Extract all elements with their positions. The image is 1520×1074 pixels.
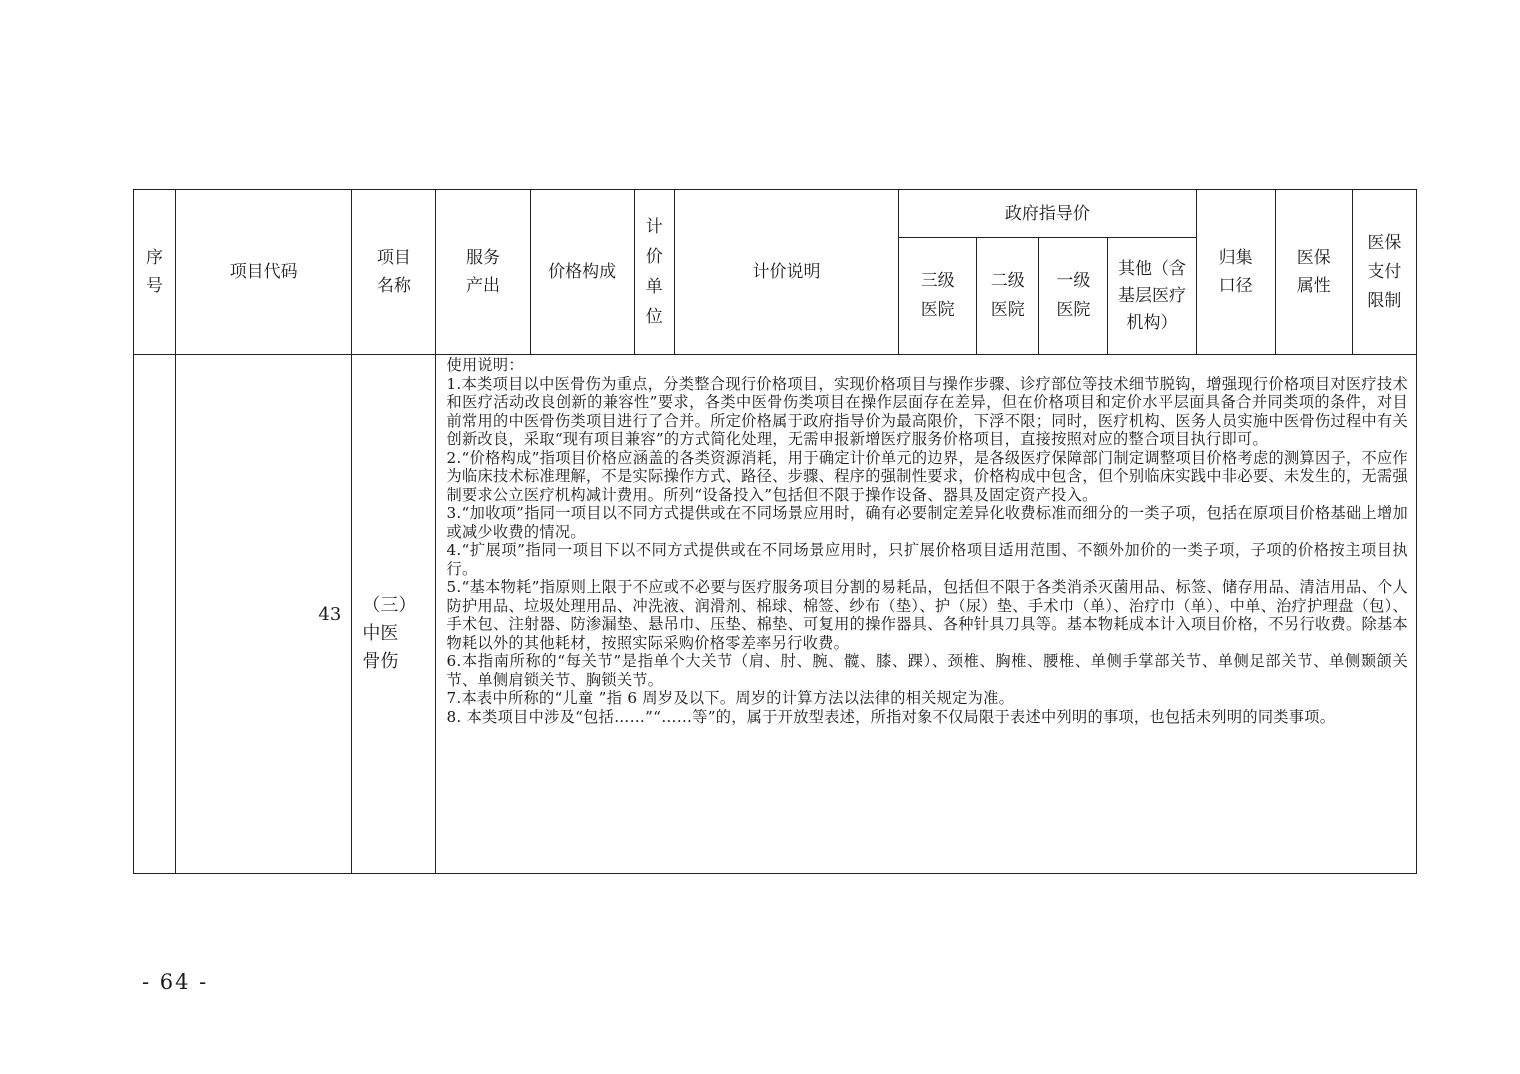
header-name: 项目名称 <box>352 190 436 355</box>
desc-heading: 使用说明： <box>446 356 524 374</box>
usage-description <box>436 355 1417 874</box>
desc-item-3: 3.“加收项”指同一项目以不同方式提供或在不同场景应用时，确有必要制定差异化收费标准而细分的一类子项，包括在原项目价格基础上增加或减少收费的情况。 <box>446 504 1408 541</box>
cell-empty-seq <box>134 355 176 874</box>
header-code: 项目代码 <box>176 190 352 355</box>
row-name-line1: （三） <box>362 595 417 616</box>
row-name-line2: 中医 <box>362 623 399 644</box>
header-collection: 归集口径 <box>1196 190 1275 355</box>
desc-item-4: 4.“扩展项”指同一项目下以不同方式提供或在不同场景应用时，只扩展价格项目适用范围、不额外加价的一类子项，子项的价格按主项目执行。 <box>446 541 1408 578</box>
header-other: 其他（含基层医疗机构） <box>1108 238 1196 355</box>
header-unit: 计价单位 <box>634 190 674 355</box>
header-composition: 价格构成 <box>530 190 634 355</box>
header-level3: 三级医院 <box>899 238 977 355</box>
page-number: - 64 - <box>142 970 209 994</box>
row-number: 43 <box>176 355 352 874</box>
desc-item-8: 8. 本类项目中涉及“包括……”“……等”的，属于开放型表述，所指对象不仅局限于表述中列明的事项，也包括未列明的同类事项。 <box>446 707 1336 726</box>
header-level1: 一级医院 <box>1039 238 1108 355</box>
desc-item-1: 1.本类项目以中医骨伤为重点，分类整合现行价格项目，实现价格项目与操作步骤、诊疗部位等技术细节脱钩，增强现行价格项目对医疗技术和医疗活动改良创新的兼容性”要求，各类中医骨伤类项目在操作层面存在差异，但在价格项目和定价水平层面具备合并同类项的条件，对目前常用的中医骨伤类项目进行了合并。所定价格属于政府指导价为最高限价，下浮不限；同时，医疗机构、医务人员实施中医骨伤过程中有关创新改良，采取“现有项目兼容”的方式简化处理，无需申报新增医疗服务价格项目，直接按照对应的整合项目执行即可。 <box>446 374 1408 448</box>
header-gov-price: 政府指导价 <box>899 190 1196 238</box>
header-pricing-note: 计价说明 <box>674 190 898 355</box>
header-insurance-limit: 医保支付限制 <box>1352 190 1416 355</box>
row-name <box>352 355 436 874</box>
desc-item-5: 5.“基本物耗”指原则上限于不应或不必要与医疗服务项目分割的易耗品，包括但不限于各类消杀灭菌用品、标签、储存用品、清洁用品、个人防护用品、垃圾处理用品、冲洗液、润滑剂、棉球、棉签、纱布（垫）、护（尿）垫、手术巾（单）、治疗巾（单）、中单、治疗护理盘（包）、手术包、注射器、防渗漏垫、悬吊巾、压垫、棉垫、可复用的操作器具、各种针具刀具等。基本物耗成本计入项目价格，不另行收费。除基本物耗以外的其他耗材，按照实际采购价格零差率另行收费。 <box>446 578 1408 652</box>
desc-item-6: 6.本指南所称的“每关节”是指单个大关节（肩、肘、腕、髋、膝、踝）、颈椎、胸椎、腰椎、单侧手掌部关节、单侧足部关节、单侧颞颌关节、单侧肩锁关节、胸锁关节。 <box>446 652 1408 689</box>
header-seq: 序号 <box>134 190 176 355</box>
header-insurance-attr: 医保属性 <box>1275 190 1352 355</box>
desc-item-7: 7.本表中所称的“儿童 ”指 6 周岁及以下。周岁的计算方法以法律的相关规定为准。 <box>446 689 1015 707</box>
header-output: 服务产出 <box>436 190 530 355</box>
desc-item-2: 2.“价格构成”指项目价格应涵盖的各类资源消耗，用于确定计价单元的边界，是各级医疗保障部门制定调整项目价格考虑的测算因子，不应作为临床技术标准理解，不是实际操作方式、路径、步骤、程序的强制性要求，价格构成中包含，但个别临床实践中非必要、未发生的，无需强制要求公立医疗机构减计费用。所列“设备投入”包括但不限于操作设备、器具及固定资产投入。 <box>446 448 1408 504</box>
pricing-table <box>133 189 1417 874</box>
row-name-line3: 骨伤 <box>362 651 399 672</box>
header-level2: 二级医院 <box>977 238 1039 355</box>
